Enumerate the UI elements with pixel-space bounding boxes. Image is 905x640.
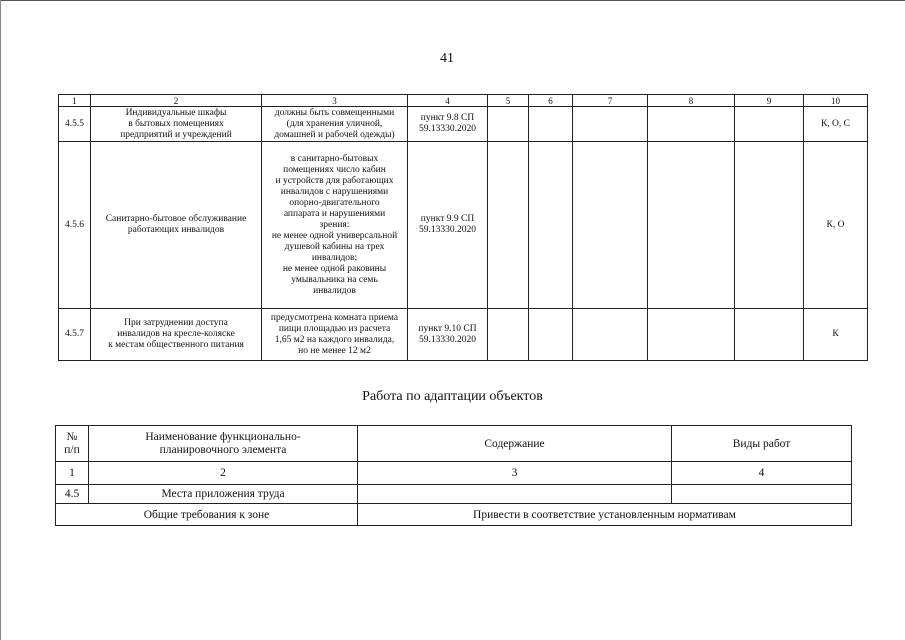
requirement-text: в санитарно-бытовых помещениях число кабин и устройств для работающих инвалидов с нарушениями опорно-двигательного аппарата и нарушениями зрения: не менее одной универсальной душевой кабины на трех инвалидов; не менее одной раковины умывальника на семь инвалидов: [262, 142, 408, 309]
work-types: К, О, С: [804, 107, 868, 142]
element-name: Места приложения труда: [89, 485, 358, 504]
page-left-edge: [0, 0, 1, 640]
content-cell: [358, 485, 672, 504]
cell-7: [573, 309, 648, 361]
page-top-edge: [0, 0, 905, 1]
page-number: 41: [440, 51, 454, 66]
column-index: 2: [89, 462, 358, 485]
cell-8: [648, 309, 735, 361]
table-row: [59, 142, 868, 309]
cell-6: [529, 309, 573, 361]
cell-6: [529, 107, 573, 142]
cell-5: [488, 309, 529, 361]
table-row: [56, 485, 852, 504]
row-number: 4.5.7: [59, 309, 91, 361]
column-index: 3: [358, 462, 672, 485]
column-index: 4: [408, 95, 488, 107]
column-index: 9: [735, 95, 804, 107]
column-index: 6: [529, 95, 573, 107]
cell-5: [488, 142, 529, 309]
column-index: 5: [488, 95, 529, 107]
work-types: К, О: [804, 142, 868, 309]
column-index: 2: [91, 95, 262, 107]
column-index: 8: [648, 95, 735, 107]
table-row: [59, 107, 868, 142]
cell-7: [573, 107, 648, 142]
reference: пункт 9.8 СП 59.13330.2020: [408, 107, 488, 142]
cell-7: [573, 142, 648, 309]
header-row: [56, 426, 852, 462]
work-types: К: [804, 309, 868, 361]
cell-5: [488, 107, 529, 142]
work-types-header: Виды работ: [672, 426, 852, 462]
zone-requirements-content: Привести в соответствие установленным нормативам: [358, 504, 852, 526]
adaptation-table: [55, 425, 852, 526]
requirements-table: [58, 94, 868, 361]
cell-9: [735, 107, 804, 142]
column-index-row: [56, 462, 852, 485]
section-title: Работа по адаптации объектов: [362, 389, 543, 404]
cell-9: [735, 142, 804, 309]
column-index: 3: [262, 95, 408, 107]
element-name: При затруднении доступа инвалидов на кресле-коляске к местам общественного питания: [91, 309, 262, 361]
name-header: Наименование функционально- планировочного элемента: [89, 426, 358, 462]
column-index: 10: [804, 95, 868, 107]
element-name: Санитарно-бытовое обслуживание работающих инвалидов: [91, 142, 262, 309]
cell-8: [648, 107, 735, 142]
requirement-text: должны быть совмещенными (для хранения уличной, домашней и рабочей одежды): [262, 107, 408, 142]
row-number: 4.5.5: [59, 107, 91, 142]
reference: пункт 9.9 СП 59.13330.2020: [408, 142, 488, 309]
column-index-row: [59, 95, 868, 107]
column-index: 4: [672, 462, 852, 485]
num-header: № п/п: [56, 426, 89, 462]
reference: пункт 9.10 СП 59.13330.2020: [408, 309, 488, 361]
cell-9: [735, 309, 804, 361]
requirement-text: предусмотрена комната приема пищи площадью из расчета 1,65 м2 на каждого инвалида, но не менее 12 м2: [262, 309, 408, 361]
content-header: Содержание: [358, 426, 672, 462]
row-number: 4.5: [56, 485, 89, 504]
table-row: [59, 309, 868, 361]
work-types-cell: [672, 485, 852, 504]
column-index: 7: [573, 95, 648, 107]
element-name: Индивидуальные шкафы в бытовых помещениях предприятий и учреждений: [91, 107, 262, 142]
row-number: 4.5.6: [59, 142, 91, 309]
cell-6: [529, 142, 573, 309]
table-row: [56, 504, 852, 526]
zone-requirements-label: Общие требования к зоне: [56, 504, 358, 526]
cell-8: [648, 142, 735, 309]
column-index: 1: [56, 462, 89, 485]
column-index: 1: [59, 95, 91, 107]
